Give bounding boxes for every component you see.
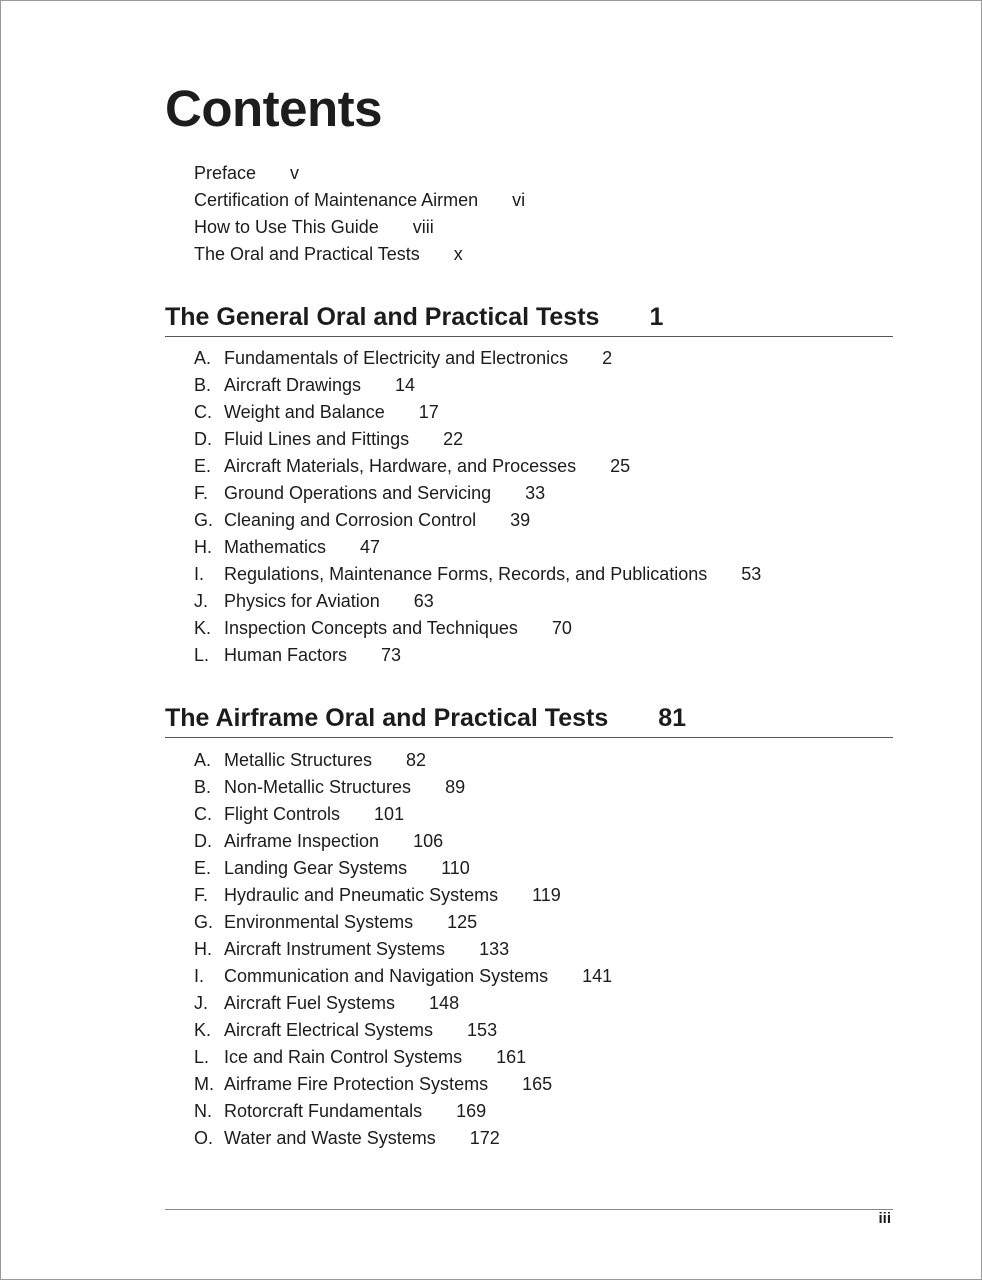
entry-letter: C. bbox=[194, 402, 212, 422]
toc-entry[interactable] bbox=[194, 855, 612, 882]
toc-entry-preface[interactable] bbox=[194, 160, 525, 187]
entry-page: 70 bbox=[551, 618, 572, 638]
entry-page: 125 bbox=[447, 912, 478, 932]
entry-letter: G. bbox=[194, 912, 214, 932]
entry-label: Water and Waste Systems bbox=[224, 1128, 436, 1148]
toc-entry-label: How to Use This Guide bbox=[194, 217, 379, 237]
entry-page: 106 bbox=[413, 831, 444, 851]
section-title: The Airframe Oral and Practical Tests bbox=[165, 704, 609, 732]
toc-entry[interactable] bbox=[194, 615, 761, 642]
entry-page: 2 bbox=[602, 348, 613, 368]
entry-page: 47 bbox=[360, 537, 381, 557]
toc-entry[interactable] bbox=[194, 426, 761, 453]
entry-page: 25 bbox=[610, 456, 631, 476]
toc-entry[interactable] bbox=[194, 963, 612, 990]
entry-letter: L. bbox=[194, 1047, 210, 1067]
toc-entry-oral-practical[interactable] bbox=[194, 241, 525, 268]
entry-letter: C. bbox=[194, 804, 212, 824]
entry-label: Environmental Systems bbox=[224, 912, 414, 932]
toc-entry[interactable] bbox=[194, 936, 612, 963]
entry-label: Aircraft Fuel Systems bbox=[224, 993, 396, 1013]
toc-entry-label: Preface bbox=[194, 163, 257, 183]
entry-letter: G. bbox=[194, 510, 214, 530]
toc-entry[interactable] bbox=[194, 1125, 612, 1152]
entry-label: Aircraft Drawings bbox=[224, 375, 362, 395]
entry-page: 133 bbox=[479, 939, 510, 959]
entry-page: 172 bbox=[469, 1128, 500, 1148]
toc-entry[interactable] bbox=[194, 480, 761, 507]
entry-label: Cleaning and Corrosion Control bbox=[224, 510, 477, 530]
entry-label: Metallic Structures bbox=[224, 750, 373, 770]
entry-page: 63 bbox=[413, 591, 434, 611]
toc-entry[interactable] bbox=[194, 372, 761, 399]
entry-page: 73 bbox=[381, 645, 402, 665]
section-page: 1 bbox=[649, 303, 664, 331]
toc-entry[interactable] bbox=[194, 828, 612, 855]
toc-entry[interactable] bbox=[194, 1017, 612, 1044]
entry-letter: K. bbox=[194, 618, 212, 638]
entry-letter: H. bbox=[194, 939, 212, 959]
page-number: iii bbox=[878, 1210, 891, 1227]
toc-entry[interactable] bbox=[194, 588, 761, 615]
entry-letter: E. bbox=[194, 858, 212, 878]
toc-entry[interactable] bbox=[194, 534, 761, 561]
entry-page: 53 bbox=[741, 564, 762, 584]
entry-label: Hydraulic and Pneumatic Systems bbox=[224, 885, 499, 905]
toc-entry-label: Certification of Maintenance Airmen bbox=[194, 190, 479, 210]
entry-page: 161 bbox=[496, 1047, 527, 1067]
entry-letter: B. bbox=[194, 777, 212, 797]
toc-entry-page: vi bbox=[512, 190, 526, 210]
toc-entry-page: viii bbox=[412, 217, 434, 237]
entry-label: Aircraft Instrument Systems bbox=[224, 939, 446, 959]
entry-letter: J. bbox=[194, 591, 209, 611]
toc-entry[interactable] bbox=[194, 399, 761, 426]
entry-page: 148 bbox=[429, 993, 460, 1013]
section-heading-general[interactable] bbox=[165, 300, 893, 337]
section-heading-airframe[interactable] bbox=[165, 701, 893, 738]
toc-entry[interactable] bbox=[194, 345, 761, 372]
toc-entry[interactable] bbox=[194, 453, 761, 480]
entry-label: Airframe Fire Protection Systems bbox=[224, 1074, 489, 1094]
entry-page: 14 bbox=[395, 375, 416, 395]
entry-label: Fundamentals of Electricity and Electronics bbox=[224, 348, 569, 368]
entry-letter: A. bbox=[194, 348, 212, 368]
entry-letter: K. bbox=[194, 1020, 212, 1040]
entry-label: Aircraft Materials, Hardware, and Processes bbox=[224, 456, 577, 476]
toc-entry[interactable] bbox=[194, 990, 612, 1017]
general-tests-list bbox=[194, 345, 761, 669]
entry-letter: L. bbox=[194, 645, 210, 665]
entry-letter: M. bbox=[194, 1074, 214, 1094]
entry-letter: I. bbox=[194, 564, 205, 584]
entry-letter: N. bbox=[194, 1101, 212, 1121]
footer-rule bbox=[165, 1209, 893, 1210]
entry-page: 101 bbox=[374, 804, 405, 824]
entry-letter: F. bbox=[194, 483, 209, 503]
entry-label: Inspection Concepts and Techniques bbox=[224, 618, 518, 638]
entry-page: 89 bbox=[445, 777, 466, 797]
toc-entry-how-to-use[interactable] bbox=[194, 214, 525, 241]
entry-letter: H. bbox=[194, 537, 212, 557]
toc-entry-label: The Oral and Practical Tests bbox=[194, 244, 420, 264]
toc-entry[interactable] bbox=[194, 1044, 612, 1071]
toc-entry[interactable] bbox=[194, 1071, 612, 1098]
entry-label: Regulations, Maintenance Forms, Records, and Publications bbox=[224, 564, 708, 584]
entry-letter: F. bbox=[194, 885, 209, 905]
entry-letter: O. bbox=[194, 1128, 214, 1148]
entry-letter: D. bbox=[194, 831, 212, 851]
front-matter-list bbox=[194, 160, 525, 268]
entry-letter: B. bbox=[194, 375, 212, 395]
entry-letter: J. bbox=[194, 993, 209, 1013]
toc-entry[interactable] bbox=[194, 561, 761, 588]
page-title: Contents bbox=[165, 80, 382, 137]
entry-label: Landing Gear Systems bbox=[224, 858, 408, 878]
entry-page: 39 bbox=[510, 510, 531, 530]
entry-page: 17 bbox=[418, 402, 439, 422]
entry-letter: A. bbox=[194, 750, 212, 770]
entry-page: 119 bbox=[532, 885, 561, 905]
toc-entry[interactable] bbox=[194, 882, 612, 909]
toc-entry[interactable] bbox=[194, 507, 761, 534]
entry-page: 82 bbox=[406, 750, 427, 770]
entry-page: 165 bbox=[522, 1074, 553, 1094]
toc-entry-certification[interactable] bbox=[194, 187, 525, 214]
entry-label: Weight and Balance bbox=[224, 402, 385, 422]
entry-letter: D. bbox=[194, 429, 212, 449]
entry-letter: I. bbox=[194, 966, 205, 986]
entry-label: Flight Controls bbox=[224, 804, 341, 824]
entry-label: Rotorcraft Fundamentals bbox=[224, 1101, 423, 1121]
entry-label: Non-Metallic Structures bbox=[224, 777, 412, 797]
airframe-tests-list bbox=[194, 747, 612, 1152]
toc-entry[interactable] bbox=[194, 642, 761, 669]
toc-entry[interactable] bbox=[194, 747, 612, 774]
toc-entry[interactable] bbox=[194, 801, 612, 828]
entry-label: Ice and Rain Control Systems bbox=[224, 1047, 463, 1067]
entry-label: Communication and Navigation Systems bbox=[224, 966, 549, 986]
entry-label: Fluid Lines and Fittings bbox=[224, 429, 410, 449]
entry-page: 110 bbox=[441, 858, 470, 878]
entry-page: 33 bbox=[525, 483, 546, 503]
entry-page: 141 bbox=[582, 966, 613, 986]
entry-label: Ground Operations and Servicing bbox=[224, 483, 492, 503]
section-page: 81 bbox=[658, 704, 687, 732]
entry-page: 169 bbox=[456, 1101, 487, 1121]
entry-page: 153 bbox=[467, 1020, 498, 1040]
toc-entry-page: v bbox=[290, 163, 300, 183]
toc-entry[interactable] bbox=[194, 1098, 612, 1125]
toc-entry-page: x bbox=[453, 244, 463, 264]
entry-label: Mathematics bbox=[224, 537, 327, 557]
entry-label: Physics for Aviation bbox=[224, 591, 380, 611]
entry-letter: E. bbox=[194, 456, 212, 476]
entry-label: Aircraft Electrical Systems bbox=[224, 1020, 434, 1040]
toc-entry[interactable] bbox=[194, 774, 612, 801]
toc-entry[interactable] bbox=[194, 909, 612, 936]
entry-label: Human Factors bbox=[224, 645, 348, 665]
section-title: The General Oral and Practical Tests bbox=[165, 303, 600, 331]
entry-label: Airframe Inspection bbox=[224, 831, 380, 851]
entry-page: 22 bbox=[443, 429, 464, 449]
